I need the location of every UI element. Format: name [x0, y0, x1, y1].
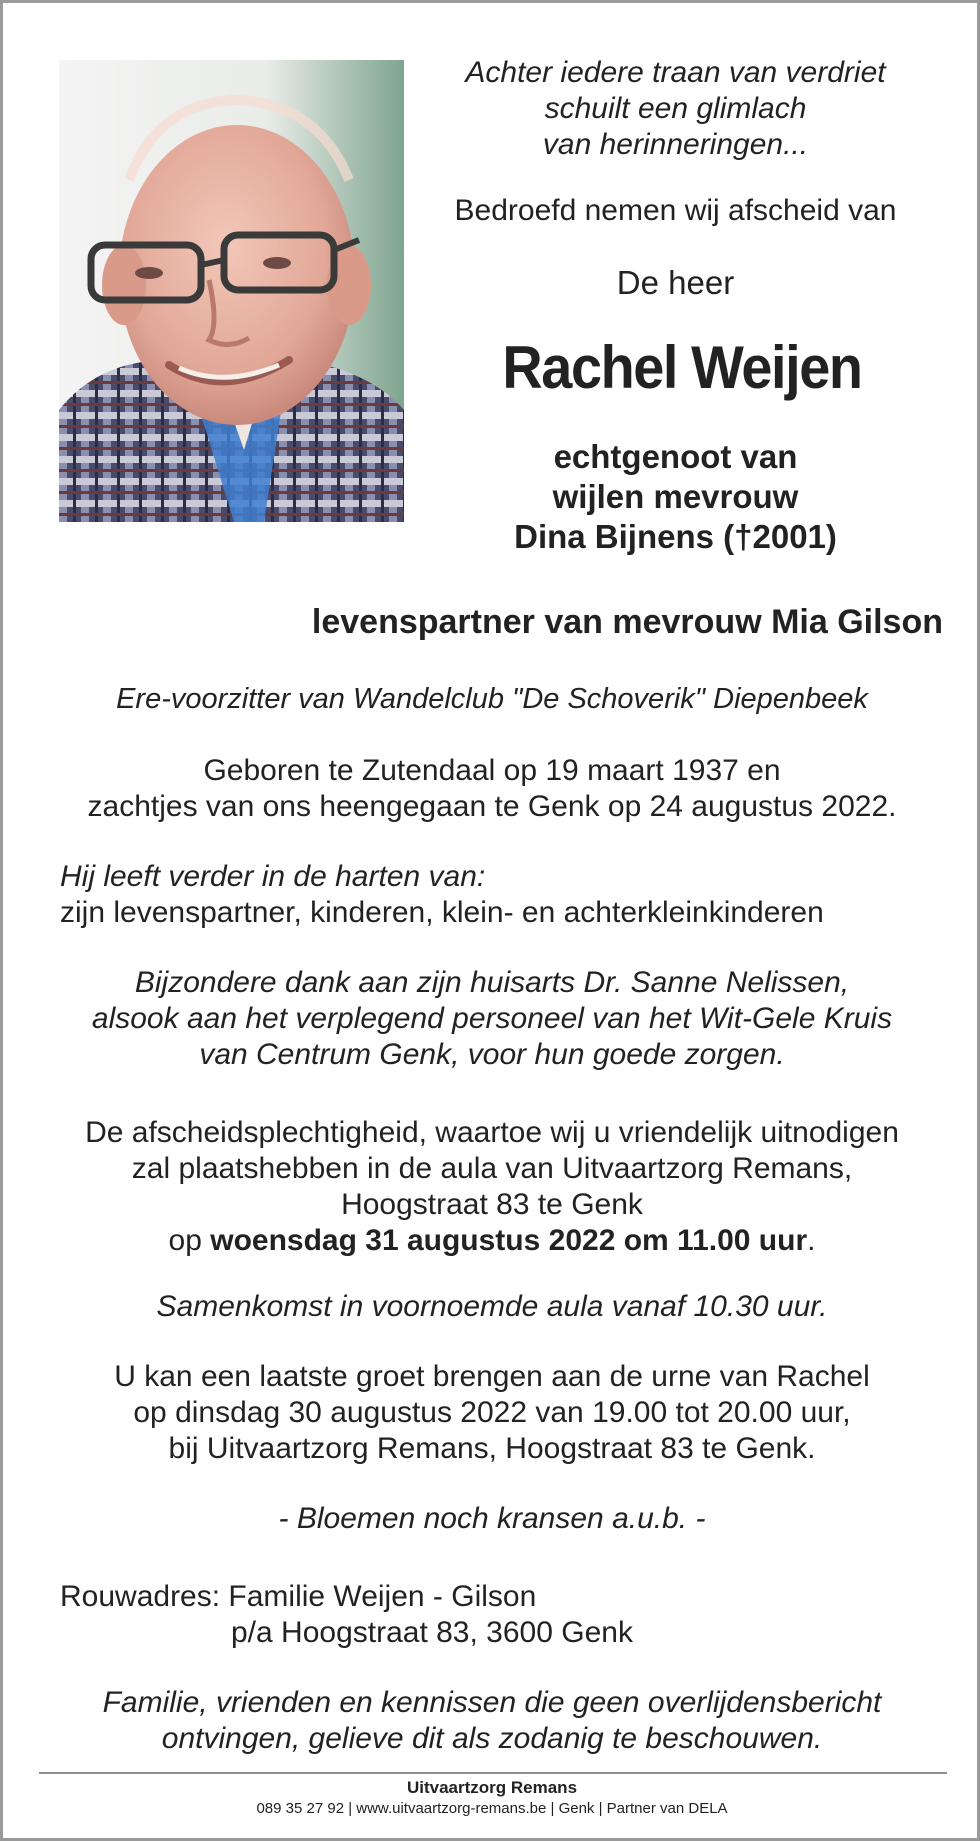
ceremony-line: Hoogstraat 83 te Genk	[341, 1188, 643, 1221]
last-greeting-block	[33, 1359, 951, 1467]
thanks-line: Bijzondere dank aan zijn huisarts Dr. Sanne Nelissen,	[134, 966, 850, 999]
deceased-name: Rachel Weijen	[502, 334, 862, 401]
club-title: Ere-voorzitter van Wandelclub "De Schoverik" Diepenbeek	[116, 683, 868, 715]
birth-death-line: zachtjes van ons heengegaan te Genk op 24 augustus 2022.	[87, 790, 897, 823]
quote-line: Achter iedere traan van verdriet	[465, 56, 886, 89]
honorific: De heer	[616, 264, 735, 301]
spouse-block	[423, 437, 928, 557]
mourning-address-line-1: Rouwadres: Familie Weijen - Gilson	[60, 1580, 537, 1613]
flowers-note: - Bloemen noch kransen a.u.b. -	[278, 1502, 706, 1535]
thanks-line: van Centrum Genk, voor hun goede zorgen.	[199, 1038, 785, 1071]
quote-line: van herinneringen...	[542, 128, 809, 161]
ceremony-line: zal plaatshebben in de aula van Uitvaartzorg Remans,	[131, 1152, 853, 1185]
funeral-home-contact: 089 35 27 92 | www.uitvaartzorg-remans.be | Genk | Partner van DELA	[256, 1800, 728, 1817]
notice-line: Familie, vrienden en kennissen die geen overlijdensbericht	[102, 1686, 882, 1719]
spouse-line: echtgenoot van	[553, 438, 798, 475]
ceremony-date-bold: woensdag 31 augustus 2022 om 11.00 uur	[210, 1224, 808, 1257]
life-partner: levenspartner van mevrouw Mia Gilson	[311, 603, 943, 641]
intro-text: Bedroefd nemen wij afscheid van	[454, 194, 897, 227]
opening-quote	[423, 55, 928, 163]
ceremony-date-prefix: op	[168, 1224, 211, 1257]
notice-block	[33, 1685, 951, 1757]
spouse-line: wijlen mevrouw	[552, 478, 799, 515]
gathering-text: Samenkomst in voornoemde aula vanaf 10.30 uur.	[156, 1290, 828, 1323]
thanks-line: alsook aan het verplegend personeel van het Wit-Gele Kruis	[91, 1002, 893, 1035]
ceremony-date-suffix: .	[807, 1224, 816, 1257]
birth-death	[33, 753, 951, 825]
notice-line: ontvingen, gelieve dit als zodanig te beschouwen.	[161, 1722, 823, 1755]
thanks-block	[33, 965, 951, 1073]
greeting-line: op dinsdag 30 augustus 2022 van 19.00 tot 20.00 uur,	[133, 1396, 851, 1429]
remembered-block	[60, 859, 824, 931]
ceremony-block	[33, 1115, 951, 1259]
greeting-line: bij Uitvaartzorg Remans, Hoogstraat 83 te Genk.	[168, 1432, 816, 1465]
quote-line: schuilt een glimlach	[544, 92, 807, 125]
mourning-address-line-2: p/a Hoogstraat 83, 3600 Genk	[231, 1616, 633, 1649]
footer-divider	[39, 1772, 947, 1774]
remembered-heading: Hij leeft verder in de harten van:	[60, 860, 486, 893]
remembered-by: zijn levenspartner, kinderen, klein- en achterkleinkinderen	[60, 896, 824, 929]
spouse-line: Dina Bijnens (†2001)	[514, 518, 837, 555]
greeting-line: U kan een laatste groet brengen aan de urne van Rachel	[114, 1360, 870, 1393]
portrait-photo	[59, 60, 404, 522]
ceremony-date	[33, 1223, 951, 1259]
funeral-home-name: Uitvaartzorg Remans	[406, 1778, 578, 1797]
birth-death-line: Geboren te Zutendaal op 19 maart 1937 en	[203, 754, 781, 787]
ceremony-line: De afscheidsplechtigheid, waartoe wij u vriendelijk uitnodigen	[85, 1116, 899, 1149]
